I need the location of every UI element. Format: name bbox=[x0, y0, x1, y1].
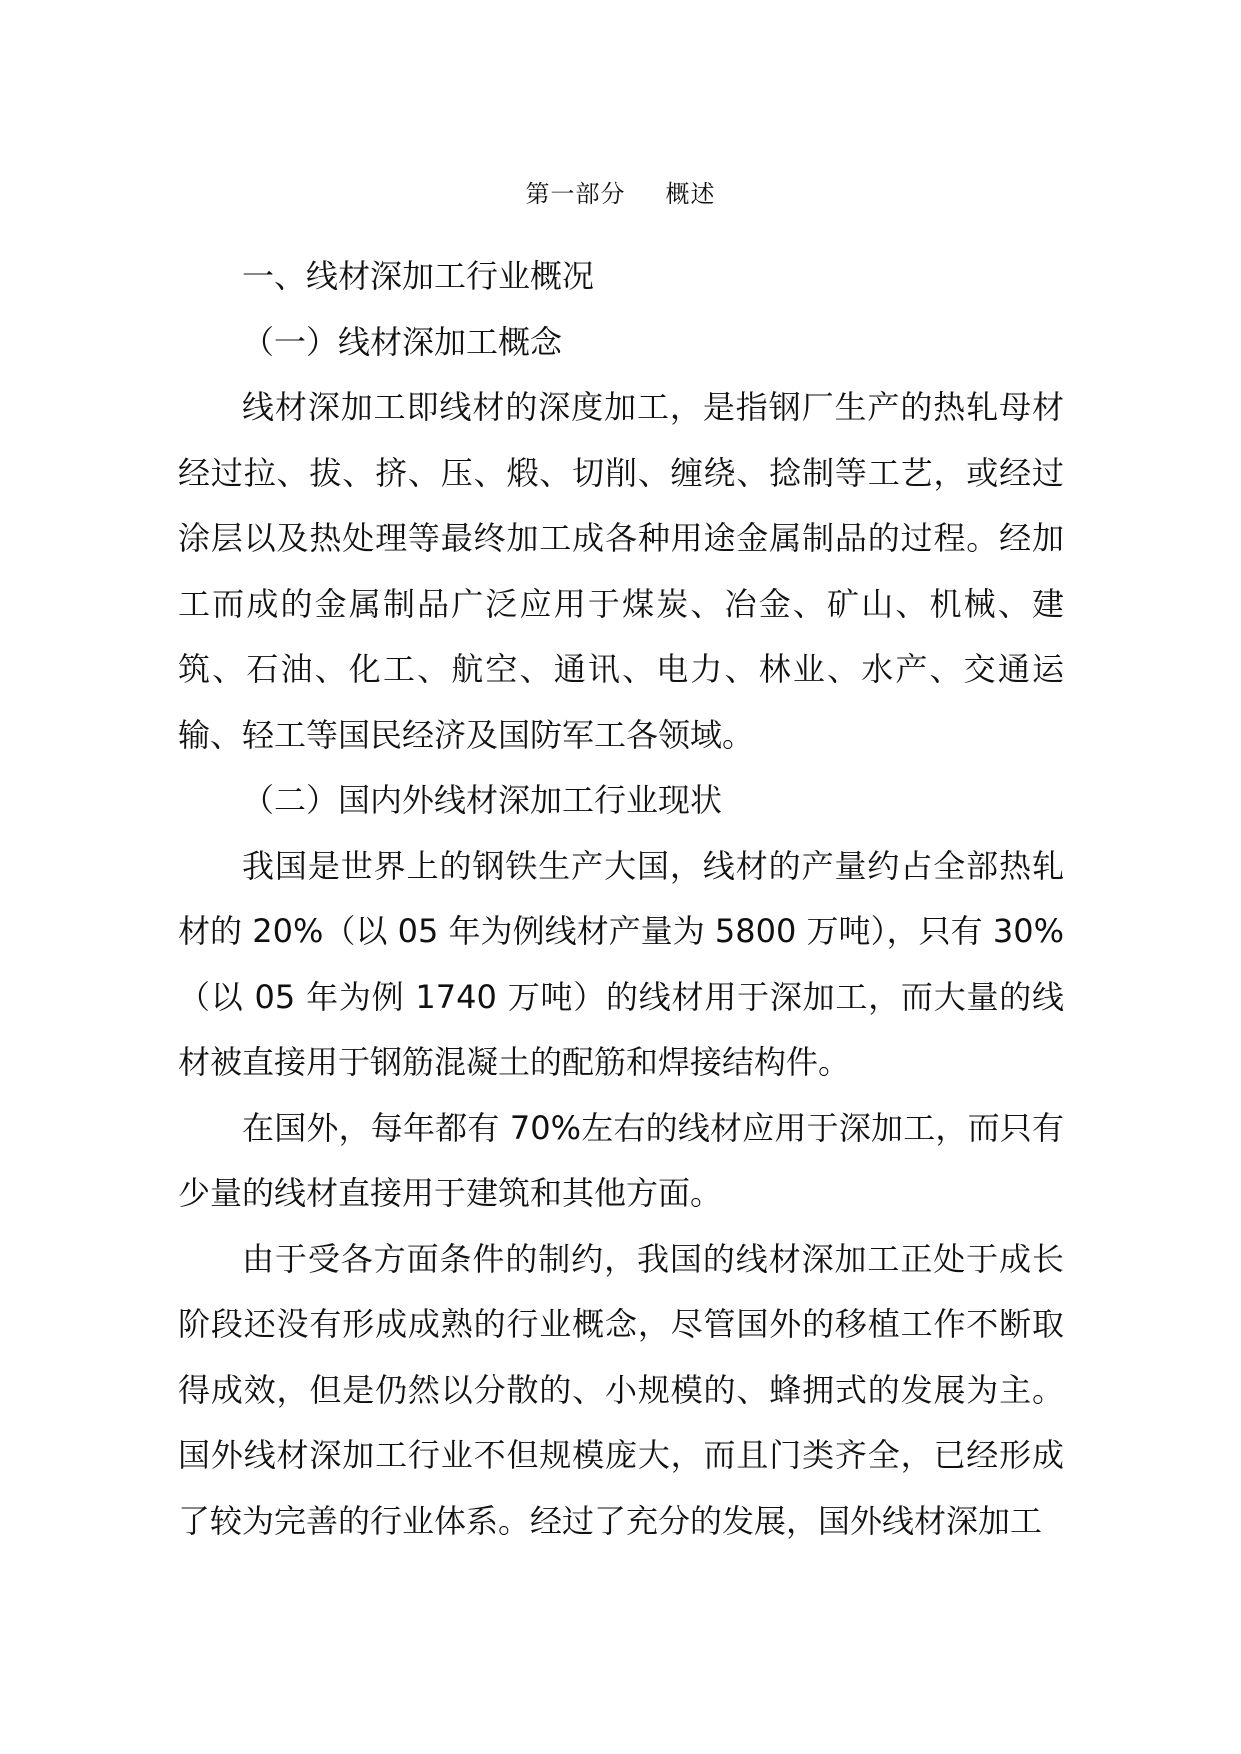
section-1-heading: （一）线材深加工概念 bbox=[242, 322, 563, 361]
part-number: 第一部分 bbox=[525, 180, 626, 208]
section-2-paragraph-1: 我国是世界上的钢铁生产大国，线材的产量约占全部热轧材的 20%（以 05 年为例线材产量为 5800 万吨），只有 30%（以 05 年为例 1740 万吨）的线材用于深加工，而大量的线材被直接用于钢筋混凝土的配筋和焊接结构件。 bbox=[178, 846, 1064, 1081]
part-name: 概述 bbox=[665, 180, 716, 208]
section-1-paragraph: 线材深加工即线材的深度加工，是指钢厂生产的热轧母材经过拉、拔、挤、压、煅、切削、缠绕、捻制等工艺，或经过涂层以及热处理等最终加工成各种用途金属制品的过程。经加工而成的金属制品广泛应用于煤炭、冶金、矿山、机械、建筑、石油、化工、航空、通讯、电力、林业、水产、交通运输、轻工等国民经济及国防军工各领域。 bbox=[178, 388, 1064, 754]
section-2-heading: （二）国内外线材深加工行业现状 bbox=[242, 781, 723, 819]
section-2-paragraph-3: 由于受各方面条件的制约，我国的线材深加工正处于成长阶段还没有形成成熟的行业概念，尽管国外的移植工作不断取得成效，但是仍然以分散的、小规模的、蜂拥式的发展为主。国外线材深加工行业不但规模庞大，而且门类齐全，已经形成了较为完善的行业体系。经过了充分的发展，国外线材深加工 bbox=[178, 1239, 1064, 1540]
document-body bbox=[178, 244, 1064, 1554]
heading-level-1: 一、线材深加工行业概况 bbox=[242, 257, 595, 295]
section-2-paragraph-2: 在国外，每年都有 70%左右的线材应用于深加工，而只有少量的线材直接用于建筑和其他方面。 bbox=[178, 1108, 1064, 1212]
part-title bbox=[0, 176, 1241, 212]
